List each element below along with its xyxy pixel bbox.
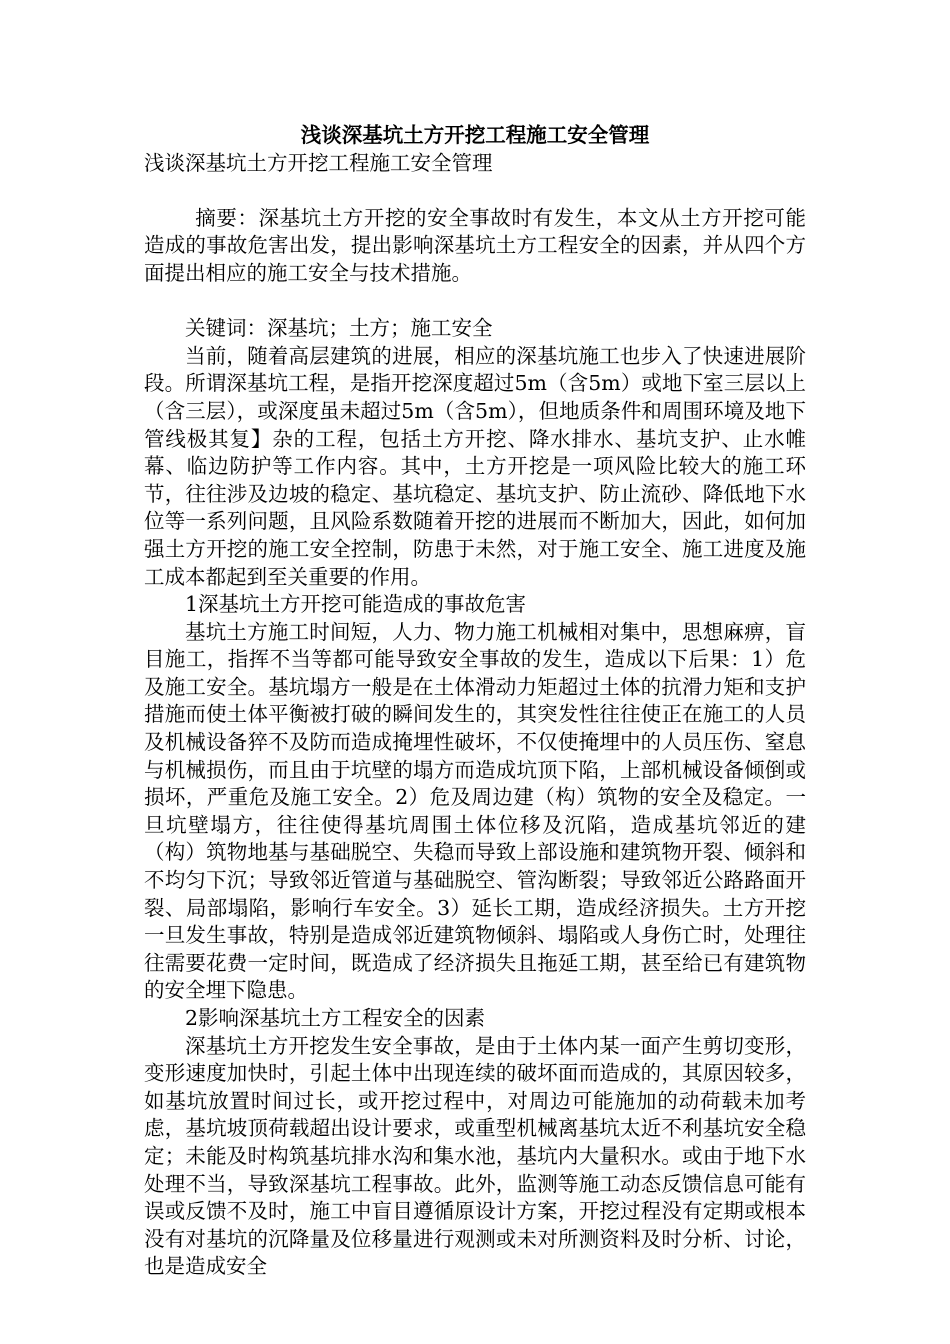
blank-line	[144, 288, 806, 316]
section-2-paragraph: 深基坑土方开挖发生安全事故，是由于土体内某一面产生剪切变形，变形速度加快时，引起土体中出现连续的破坏面而造成的，其原因较多，如基坑放置时间过长，或开挖过程中，对周边可能施加的动荷载未加考虑，基坑坡顶荷载超出设计要求，或重型机械离基坑太近不利基坑安全稳定；未能及时构筑基坑排水沟和集水池，基坑内大量积水。或由于地下水处理不当，导致深基坑工程事故。此外，监测等施工动态反馈信息可能有误或反馈不及时，施工中盲目遵循原设计方案，开挖过程没有定期或根本没有对基坑的沉降量及位移量进行观测或未对所测资料及时分析、讨论，也是造成安全	[144, 1033, 806, 1279]
blank-line	[144, 177, 806, 205]
section-heading-1: 1深基坑土方开挖可能造成的事故危害	[185, 592, 527, 617]
section-1-paragraph: 基坑土方施工时间短，人力、物力施工机械相对集中，思想麻痹，盲目施工，指挥不当等都可能导致安全事故的发生，造成以下后果：1）危及施工安全。基坑塌方一般是在土体滑动力矩超过土体的抗滑力矩和支护措施而使土体平衡被打破的瞬间发生的，其突发性往往使正在施工的人员及机械设备猝不及防而造成掩埋性破坏，不仅使掩埋中的人员压伤、窒息与机械损伤，而且由于坑壁的塌方而造成坑顶下陷，上部机械设备倾倒或损坏，严重危及施工安全。2）危及周边建（构）筑物的安全及稳定。一旦坑壁塌方，往往使得基坑周围土体位移及沉陷，造成基坑邻近的建（构）筑物地基与基础脱空、失稳而导致上部设施和建筑物开裂、倾斜和不均匀下沉；导致邻近管道与基础脱空、管沟断裂；导致邻近公路路面开裂、局部塌陷，影响行车安全。3）延长工期，造成经济损失。土方开挖一旦发生事故，特别是造成邻近建筑物倾斜、塌陷或人身伤亡时，处理往往需要花费一定时间，既造成了经济损失且拖延工期，甚至给已有建筑物的安全埋下隐患。	[144, 619, 806, 1003]
section-heading-2: 2影响深基坑土方工程安全的因素	[185, 1006, 486, 1030]
keywords-line: 关键词：深基坑；土方；施工安全	[185, 316, 493, 341]
abstract-paragraph: 摘要：深基坑土方开挖的安全事故时有发生，本文从土方开挖可能造成的事故危害出发，提出影响深基坑土方工程安全的因素，并从四个方面提出相应的施工安全与技术措施。	[144, 205, 806, 285]
document-subtitle: 浅谈深基坑土方开挖工程施工安全管理	[144, 150, 493, 175]
document-title: 浅谈深基坑土方开挖工程施工安全管理	[300, 123, 650, 147]
intro-paragraph: 当前，随着高层建筑的进展，相应的深基坑施工也步入了快速进展阶段。所谓深基坑工程，是指开挖深度超过5m（含5m）或地下室三层以上（含三层），或深度虽未超过5m（含5m），但地质条件和周围环境及地下管线极其复】杂的工程，包括土方开挖、降水排水、基坑支护、止水帷幕、临边防护等工作内容。其中，土方开挖是一项风险比较大的施工环节，往往涉及边坡的稳定、基坑稳定、基坑支护、防止流砂、降低地下水位等一系列问题，且风险系数随着开挖的进展而不断加大，因此，如何加强土方开挖的施工安全控制，防患于未然，对于施工安全、施工进度及施工成本都起到至关重要的作用。	[144, 343, 806, 589]
document-page	[144, 122, 806, 1281]
